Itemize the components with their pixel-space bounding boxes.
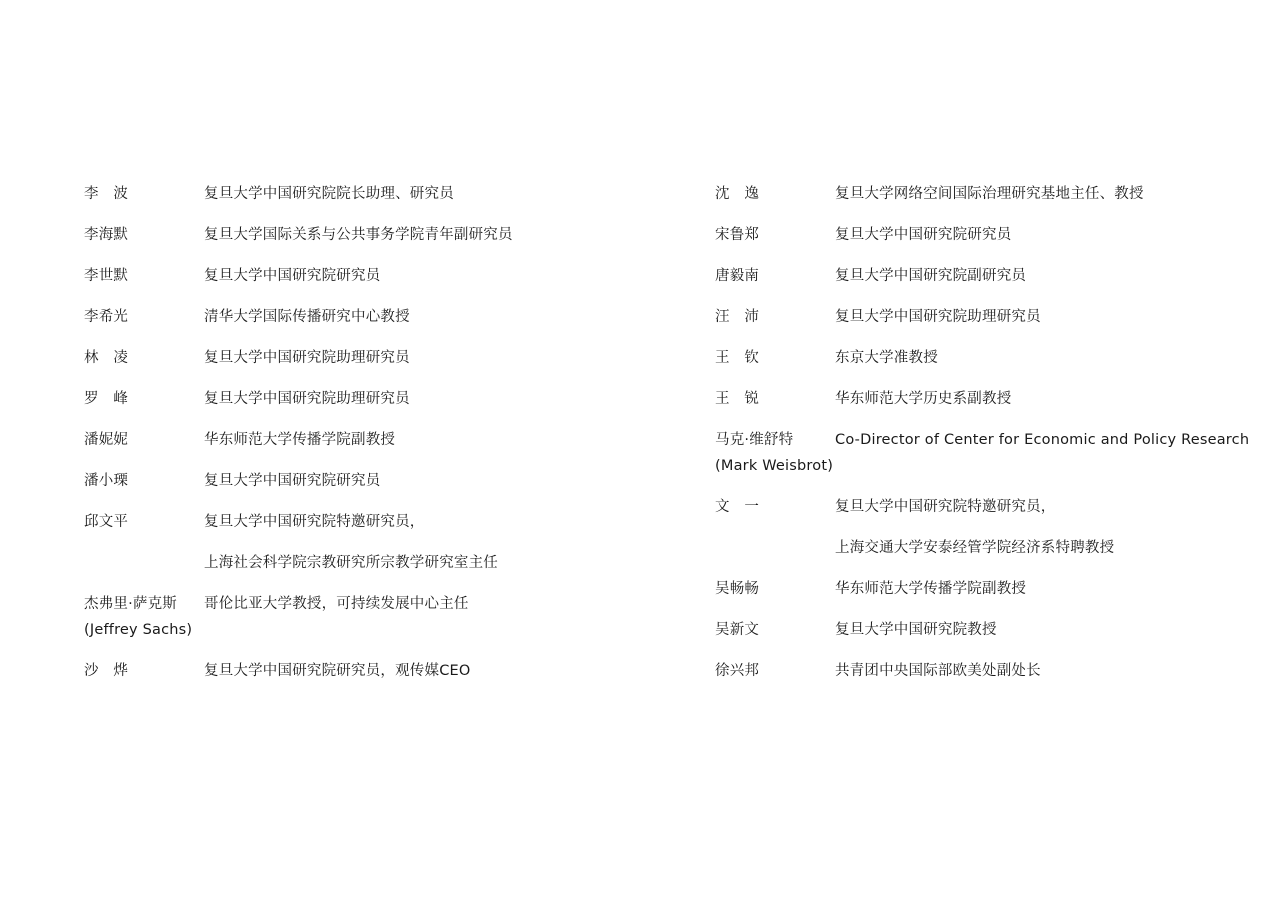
contributor-name (715, 617, 835, 643)
contributor-name (715, 386, 835, 412)
contributor-name (715, 345, 835, 371)
contributor-affiliation (204, 509, 644, 576)
contributor-entry (715, 658, 1255, 684)
contributor-entry (84, 263, 644, 289)
contributor-affiliation (835, 304, 1255, 330)
contributor-name-line: 潘妮妮 (84, 432, 129, 448)
contributor-entry (84, 591, 644, 643)
contributor-name (84, 658, 204, 684)
contributor-entry (715, 617, 1255, 643)
contributor-affiliation-line: 复旦大学中国研究院研究员 (835, 227, 1012, 243)
contributor-affiliation-line: 复旦大学中国研究院研究员，观传媒CEO (204, 663, 471, 679)
contributor-affiliation (835, 181, 1255, 207)
contributor-affiliation (835, 263, 1255, 289)
contributor-affiliation-line: 复旦大学中国研究院副研究员 (835, 268, 1027, 284)
contributor-name (84, 468, 204, 494)
contributor-name-line: 林 凌 (84, 350, 129, 366)
contributor-affiliation (835, 494, 1255, 561)
contributor-affiliation (204, 468, 644, 494)
contributor-entry (715, 494, 1255, 561)
contributor-entry (84, 386, 644, 412)
contributor-entry (84, 181, 644, 207)
contributor-name-line: 杰弗里·萨克斯 (84, 596, 178, 612)
contributors-left-column (84, 181, 644, 699)
contributor-entry (715, 263, 1255, 289)
contributor-affiliation-line: 清华大学国际传播研究中心教授 (204, 309, 410, 325)
contributor-affiliation (835, 658, 1255, 684)
contributor-entry (84, 304, 644, 330)
contributor-name (84, 181, 204, 207)
contributor-name (715, 576, 835, 602)
contributor-affiliation-line: 华东师范大学传播学院副教授 (835, 581, 1027, 597)
contributor-affiliation (835, 345, 1255, 371)
contributor-name (715, 494, 835, 561)
contributor-affiliation-line: 复旦大学中国研究院助理研究员 (204, 391, 410, 407)
contributor-name-line: 吴新文 (715, 622, 760, 638)
contributor-affiliation (835, 576, 1255, 602)
contributor-name-line: 王 锐 (715, 391, 760, 407)
contributor-entry (84, 658, 644, 684)
contributor-entry (715, 427, 1255, 479)
contributor-affiliation (204, 386, 644, 412)
contributor-name-line: 邱文平 (84, 514, 129, 530)
contributor-name (715, 222, 835, 248)
contributor-entry (715, 181, 1255, 207)
contributor-name-line: (Mark Weisbrot) (715, 458, 834, 474)
contributor-affiliation-line: 复旦大学国际关系与公共事务学院青年副研究员 (204, 227, 513, 243)
contributor-name-line: 李海默 (84, 227, 129, 243)
contributor-entry (84, 427, 644, 453)
contributor-affiliation-line: 上海社会科学院宗教研究所宗教学研究室主任 (204, 555, 498, 571)
contributor-name (84, 304, 204, 330)
contributor-affiliation-line: 复旦大学中国研究院助理研究员 (835, 309, 1041, 325)
contributor-affiliation-line: 复旦大学网络空间国际治理研究基地主任、教授 (835, 186, 1144, 202)
contributor-affiliation-line: 东京大学准教授 (835, 350, 938, 366)
contributor-affiliation-line: 上海交通大学安泰经管学院经济系特聘教授 (835, 540, 1115, 556)
contributor-affiliation-line: Co-Director of Center for Economic and Policy Research (835, 432, 1250, 448)
contributor-name (84, 509, 204, 576)
contributor-entry (715, 576, 1255, 602)
contributor-name (715, 427, 835, 479)
contributor-affiliation (204, 427, 644, 453)
contributor-affiliation-line: 哥伦比亚大学教授，可持续发展中心主任 (204, 596, 469, 612)
contributor-name (84, 591, 204, 643)
contributor-entry (715, 386, 1255, 412)
contributor-affiliation-line: 复旦大学中国研究院研究员 (204, 268, 381, 284)
contributor-entry (715, 222, 1255, 248)
contributor-name-line: 罗 峰 (84, 391, 129, 407)
contributor-name (84, 427, 204, 453)
contributor-name-line: 沙 烨 (84, 663, 129, 679)
contributor-affiliation-line: 华东师范大学传播学院副教授 (204, 432, 396, 448)
contributor-entry (84, 468, 644, 494)
contributor-name (84, 263, 204, 289)
contributor-name-line: 马克·维舒特 (715, 432, 794, 448)
contributor-affiliation-line: 华东师范大学历史系副教授 (835, 391, 1012, 407)
contributor-affiliation (204, 304, 644, 330)
contributor-entry (715, 345, 1255, 371)
contributor-affiliation-line: 复旦大学中国研究院特邀研究员， (835, 499, 1056, 515)
contributor-affiliation (835, 427, 1255, 479)
contributor-name (84, 222, 204, 248)
contributor-affiliation (835, 222, 1255, 248)
contributor-entry (715, 304, 1255, 330)
contributor-affiliation (835, 617, 1255, 643)
contributor-name-line: (Jeffrey Sachs) (84, 622, 193, 638)
contributor-name-line: 李世默 (84, 268, 129, 284)
contributor-name-line: 汪 沛 (715, 309, 760, 325)
contributor-affiliation-line: 复旦大学中国研究院特邀研究员， (204, 514, 425, 530)
contributors-right-column (715, 181, 1255, 699)
contributor-name (84, 386, 204, 412)
contributor-name-line: 文 一 (715, 499, 760, 515)
contributor-affiliation-line: 复旦大学中国研究院助理研究员 (204, 350, 410, 366)
contributor-name-line: 沈 逸 (715, 186, 760, 202)
contributor-affiliation-line: 共青团中央国际部欧美处副处长 (835, 663, 1041, 679)
contributor-name (715, 658, 835, 684)
contributor-name-line: 潘小瑮 (84, 473, 129, 489)
contributor-entry (84, 345, 644, 371)
contributor-affiliation-line: 复旦大学中国研究院院长助理、研究员 (204, 186, 454, 202)
contributor-name (715, 181, 835, 207)
contributor-entry (84, 509, 644, 576)
contributor-affiliation (204, 345, 644, 371)
contributor-name-line: 王 钦 (715, 350, 760, 366)
contributor-affiliation (204, 263, 644, 289)
contributor-affiliation-line: 复旦大学中国研究院研究员 (204, 473, 381, 489)
contributor-name (84, 345, 204, 371)
contributor-name-line: 宋鲁郑 (715, 227, 760, 243)
contributor-name (715, 263, 835, 289)
contributor-affiliation (835, 386, 1255, 412)
contributor-entry (84, 222, 644, 248)
contributor-name (715, 304, 835, 330)
contributor-affiliation (204, 591, 644, 643)
contributor-name-line: 唐毅南 (715, 268, 760, 284)
contributor-name-line: 李希光 (84, 309, 129, 325)
contributor-affiliation (204, 658, 644, 684)
contributor-affiliation (204, 222, 644, 248)
contributor-name-line: 李 波 (84, 186, 129, 202)
contributor-name-line: 徐兴邦 (715, 663, 760, 679)
contributor-affiliation (204, 181, 644, 207)
contributor-name-line: 吴畅畅 (715, 581, 760, 597)
contributor-affiliation-line: 复旦大学中国研究院教授 (835, 622, 997, 638)
